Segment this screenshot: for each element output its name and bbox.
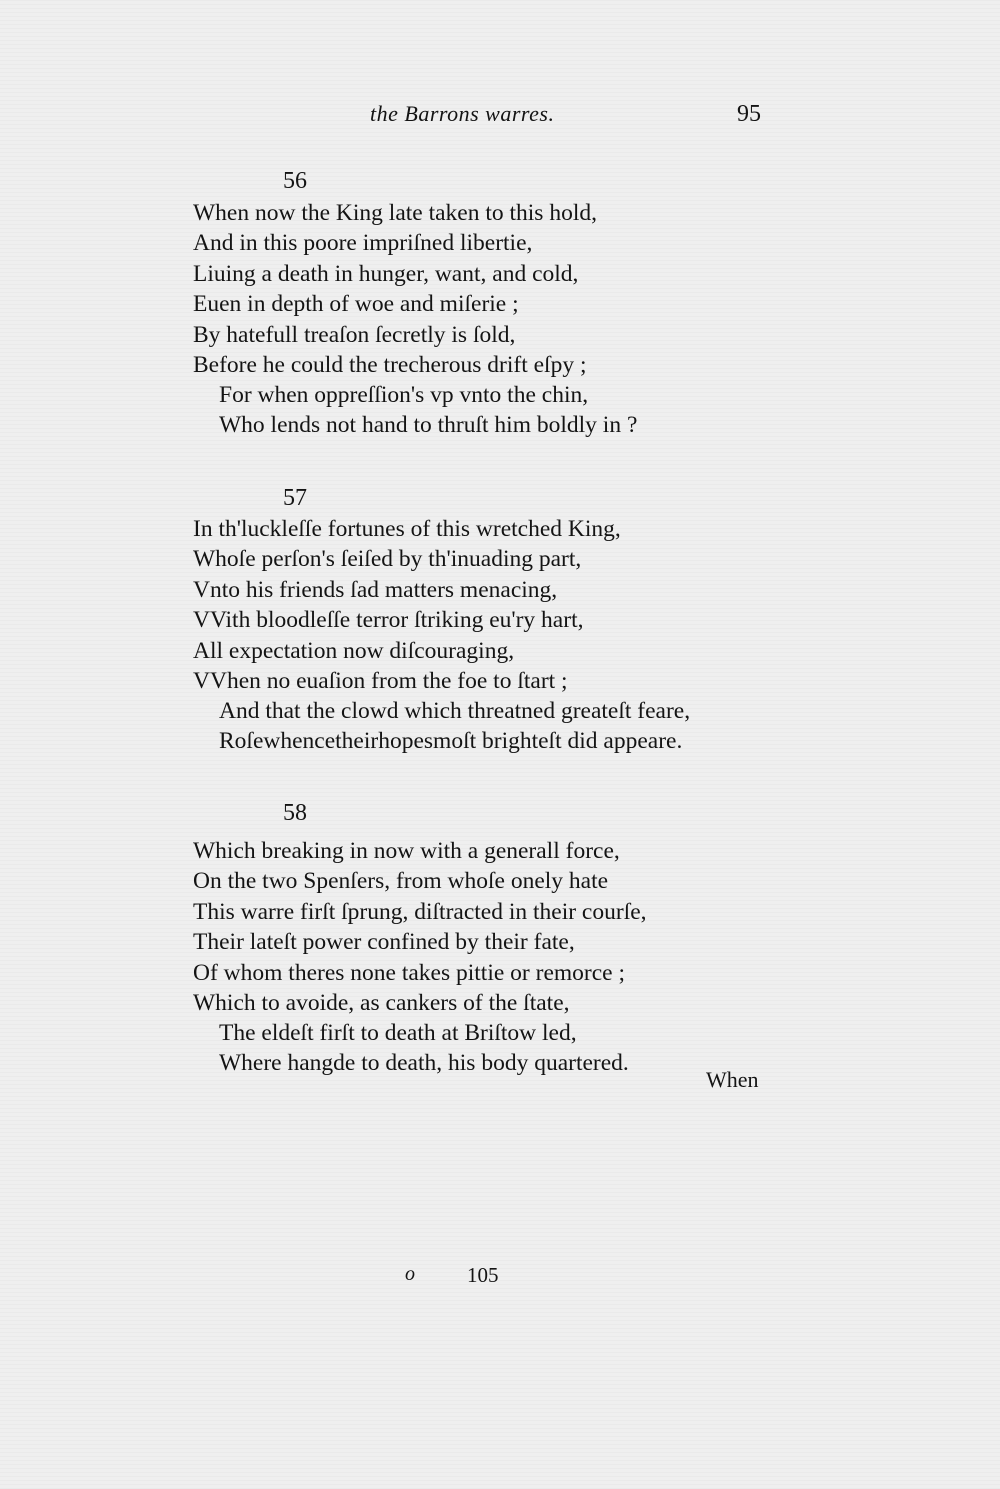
signature-number: 105 [467,1263,499,1287]
verse-line: VVith bloodleſſe terror ſtriking eu'ry hart, [193,607,584,633]
verse-line: For when oppreſſion's vp vnto the chin, [219,382,589,408]
verse-line: Whoſe perſon's ſeiſed by th'inuading part, [193,546,582,572]
verse-line: In th'luckleſſe fortunes of this wretched King, [193,516,621,542]
verse-line: And in this poore impriſned libertie, [193,230,533,256]
verse-line: Of whom theres none takes pittie or remorce ; [193,960,625,986]
page-number: 95 [737,101,761,127]
verse-line: By hatefull treaſon ſecretly is ſold, [193,322,516,348]
verse-line: Who lends not hand to thruſt him boldly in ? [219,412,638,438]
verse-line: The eldeſt firſt to death at Briſtow led, [219,1020,577,1046]
verse-line: Their lateſt power confined by their fate, [193,929,575,955]
verse-line: Which to avoide, as cankers of the ſtate, [193,990,570,1016]
verse-line: Before he could the trecherous drift eſpy ; [193,352,587,378]
verse-line: All expectation now diſcouraging, [193,638,515,664]
verse-line: Liuing a death in hunger, want, and cold, [193,261,579,287]
catchword: When [706,1067,759,1092]
verse-line: Euen in depth of woe and miſerie ; [193,291,519,317]
verse-line: On the two Spenſers, from whoſe onely hate [193,868,609,894]
verse-line: Vnto his friends ſad matters menacing, [193,577,558,603]
stanza-number-58: 58 [283,800,307,826]
stanza-number-56: 56 [283,168,307,194]
verse-line: Roſewhencetheirhopesmoſt brighteſt did appeare. [219,728,683,754]
verse-line: Which breaking in now with a generall force, [193,838,620,864]
verse-line: When now the King late taken to this hold, [193,200,597,226]
verse-line: And that the clowd which threatned greateſt feare, [219,698,691,724]
verse-line: Where hangde to death, his body quartered. [219,1050,629,1076]
stanza-number-57: 57 [283,485,307,511]
signature-mark: o [405,1263,415,1285]
verse-line: VVhen no euaſion from the foe to ſtart ; [193,668,568,694]
verse-line: This warre firſt ſprung, diſtracted in their courſe, [193,899,647,925]
running-head: the Barrons warres. [370,101,555,126]
